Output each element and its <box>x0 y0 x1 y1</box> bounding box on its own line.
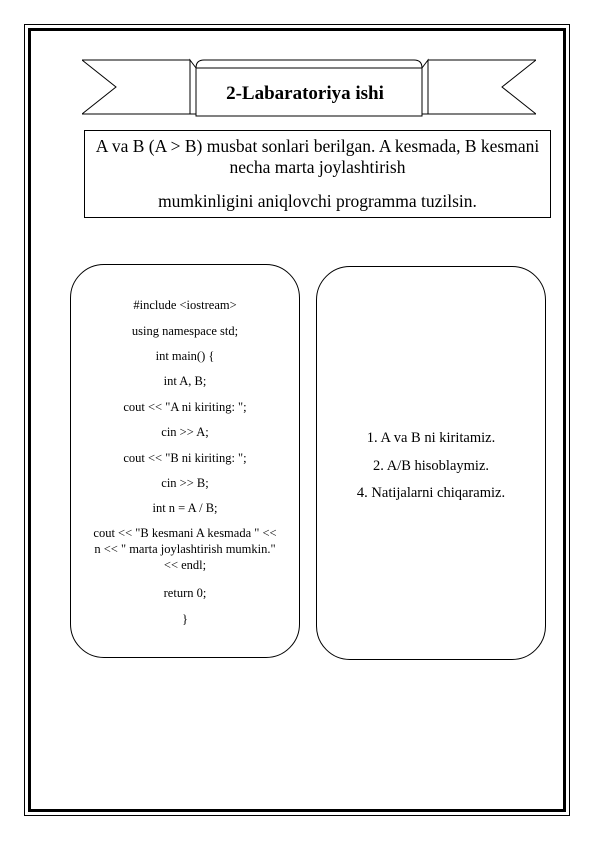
algorithm-step: 2. A/B hisoblaymiz. <box>373 458 489 474</box>
code-line: cin >> B; <box>161 476 209 490</box>
task-text-line2: mumkinligini aniqlovchi programma tuzilsin. <box>158 191 477 211</box>
code-line: } <box>182 612 188 626</box>
code-line: int A, B; <box>163 374 207 388</box>
code-line: #include <iostream> <box>133 298 237 312</box>
code-line: return 0; <box>163 586 207 600</box>
task-text-line1: A va B (A > B) musbat sonlari berilgan. A kesmada, B kesmani necha marta joylashtirish <box>95 136 540 177</box>
code-block <box>70 264 300 658</box>
code-line: using namespace std; <box>131 324 239 338</box>
code-line: cout << "B kesmani A kesmada " << n << " marta joylashtirish mumkin." << endl; <box>93 526 277 572</box>
code-line: int main() { <box>155 349 215 363</box>
code-line: cout << "A ni kiriting: "; <box>123 400 247 414</box>
algorithm-step: 4. Natijalarni chiqaramiz. <box>356 485 506 501</box>
code-line: cout << "B ni kiriting: "; <box>123 451 247 465</box>
algorithm-block <box>316 266 546 660</box>
page-title: 2-Labaratoriya ishi <box>226 83 384 104</box>
code-line: int n = A / B; <box>152 501 218 515</box>
code-line: cin >> A; <box>161 425 209 439</box>
algorithm-step: 1. A va B ni kiritamiz. <box>366 430 496 446</box>
task-box <box>84 130 551 218</box>
